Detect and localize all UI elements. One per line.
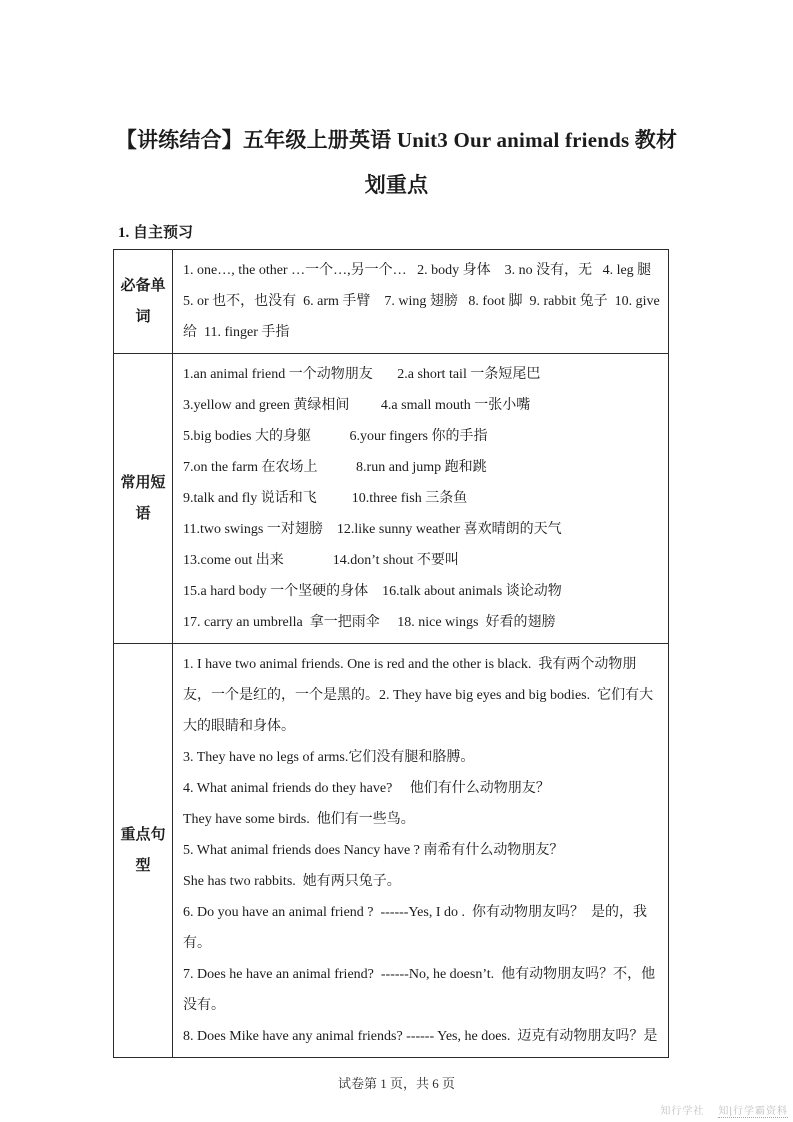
paragraph: 4. What animal friends do they have? 他们有什么动物朋友？ (183, 781, 550, 796)
paragraph: They have some birds. 他们有一些鸟。 (183, 812, 415, 827)
section-heading: 1. 自主预习 (118, 225, 194, 241)
paragraph: 15.a hard body 一个坚硬的身体 16.talk about animals 谈论动物 (183, 584, 562, 599)
row-header-required-words: 必备单词 (114, 250, 173, 354)
page-title-line1: 【讲练结合】五年级上册英语 Unit3 Our animal friends 教材 (115, 128, 678, 152)
watermark (660, 1102, 788, 1117)
paragraph: 13.come out 出来 14.don’t shout 不要叫 (183, 553, 459, 568)
paragraph: 17. carry an umbrella 拿一把雨伞 18. nice wings 好看的翅膀 (183, 615, 556, 630)
watermark-text-right: 知|行学霸资料 (718, 1106, 788, 1117)
paragraph: 1. I have two animal friends. One is red and the other is black. 我有两个动物朋友，一个是红的，一个是黑的。2. They have big eyes and big bodies. 它们有大大的眼睛和身体。 (183, 657, 654, 734)
paragraph: 6. Do you have an animal friend ? ------Yes, I do . 你有动物朋友吗？ 是的，我有。 (183, 905, 647, 951)
paragraph: 7.on the farm 在农场上 8.run and jump 跑和跳 (183, 460, 487, 475)
row-content-key-sentences (173, 644, 669, 1058)
paragraph: 3. They have no legs of arms.它们没有腿和胳膊。 (183, 750, 475, 765)
page-title-line2: 划重点 (364, 173, 429, 197)
table-row-sentences (114, 644, 669, 1058)
row-header-key-sentences: 重点句型 (114, 644, 173, 1058)
study-notes-table (113, 249, 669, 1058)
paragraph: 11.two swings 一对翅膀 12.like sunny weather 喜欢晴朗的天气 (183, 522, 562, 537)
paragraph: 8. Does Mike have any animal friends? ------ Yes, he does. 迈克有动物朋友吗？是 (183, 1029, 658, 1044)
paragraph: 1.an animal friend 一个动物朋友 2.a short tail 一条短尾巴 (183, 367, 541, 382)
paragraph: 7. Does he have an animal friend? ------No, he doesn’t. 他有动物朋友吗？不，他没有。 (183, 967, 656, 1013)
paragraph: 5. What animal friends does Nancy have ? 南希有什么动物朋友？ (183, 843, 564, 858)
paragraph: 3.yellow and green 黄绿相间 4.a small mouth 一张小嘴 (183, 398, 531, 413)
row-content-common-phrases (173, 354, 669, 644)
page-number-footer: 试卷第 1 页，共 6 页 (337, 1076, 455, 1091)
paragraph: 9.talk and fly 说话和飞 10.three fish 三条鱼 (183, 491, 468, 506)
row-content-required-words (173, 250, 669, 354)
row-header-common-phrases: 常用短语 (114, 354, 173, 644)
table-row-phrases (114, 354, 669, 644)
paragraph: 5.big bodies 大的身躯 6.your fingers 你的手指 (183, 429, 488, 444)
paragraph: She has two rabbits. 她有两只兔子。 (183, 874, 401, 889)
table-row-words (114, 250, 669, 354)
paragraph: 1. one…, the other …一个…,另一个… 2. body 身体 3. no 没有，无 4. leg 腿 5. or 也不，也没有 6. arm 手臂 7. wing 翅膀 8. foot 脚 9. rabbit 兔子 10. give 给 11. finger 手指 (183, 263, 664, 340)
watermark-text-left: 知行学社 (660, 1106, 705, 1117)
page-title (0, 0, 793, 208)
